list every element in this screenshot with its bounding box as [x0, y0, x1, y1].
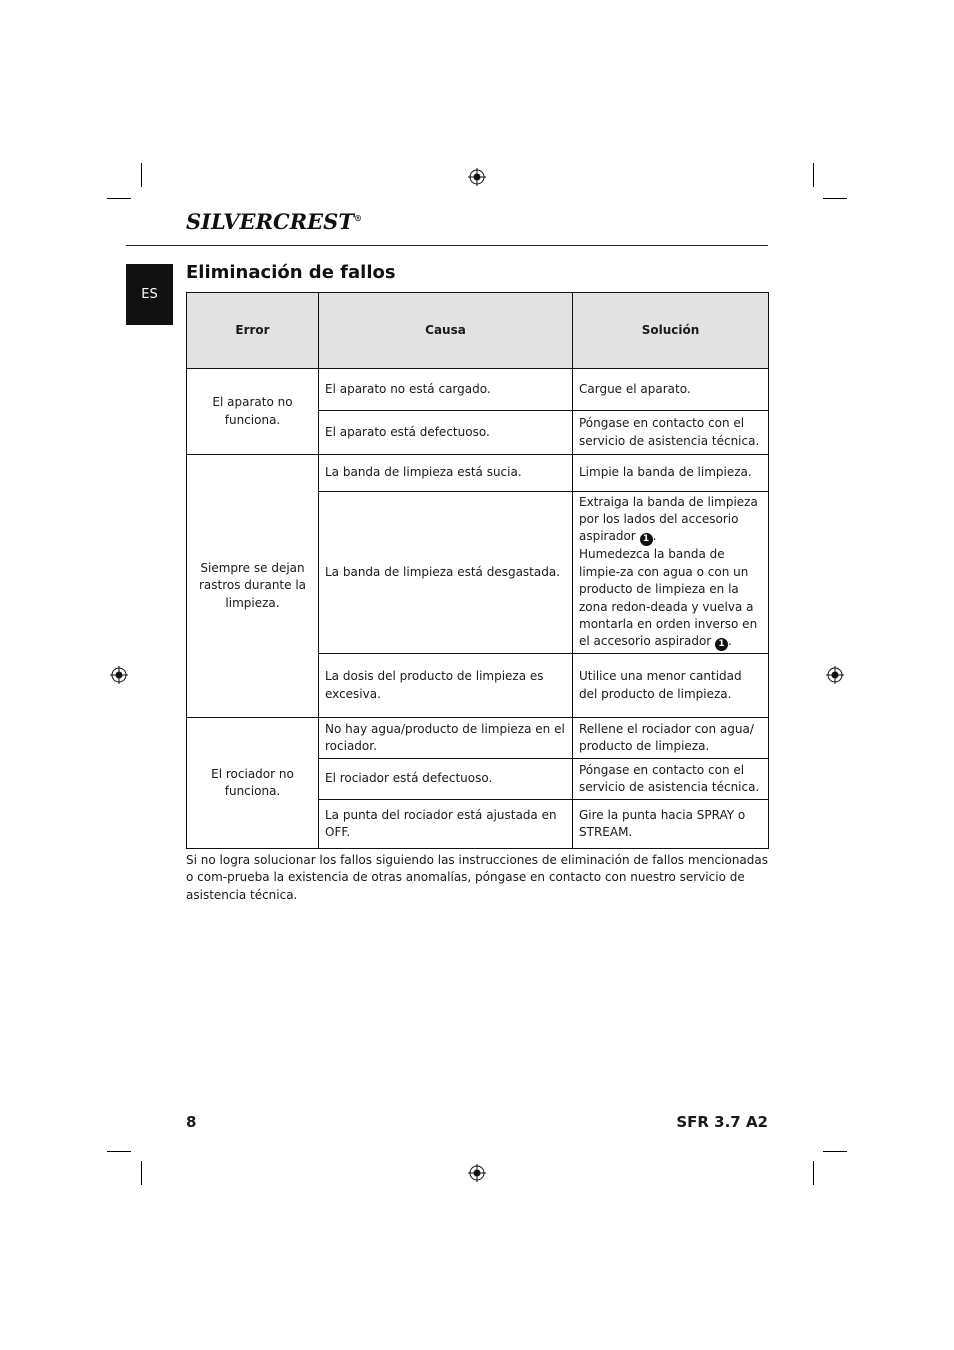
crop-mark — [141, 163, 142, 187]
cause-cell: La punta del rociador está ajustada en OFF. — [319, 800, 573, 849]
section-title: Eliminación de fallos — [186, 262, 396, 283]
column-header-error: Error — [187, 293, 319, 369]
solution-cell: Rellene el rociador con agua/ producto de limpieza. — [573, 718, 769, 759]
troubleshooting-table — [186, 292, 769, 849]
solution-cell: Limpie la banda de limpieza. — [573, 455, 769, 492]
registered-mark: ® — [353, 213, 362, 223]
error-cell: Siempre se dejan rastros durante la limpieza. — [187, 455, 319, 718]
table-row — [187, 718, 769, 759]
crop-mark — [813, 163, 814, 187]
solution-cell: Utilice una menor cantidad del producto de limpieza. — [573, 654, 769, 718]
cause-cell: El aparato está defectuoso. — [319, 411, 573, 455]
crop-mark — [141, 1161, 142, 1185]
cause-cell: La banda de limpieza está sucia. — [319, 455, 573, 492]
error-cell: El aparato no funciona. — [187, 369, 319, 455]
part-number-badge: 1 — [715, 638, 728, 651]
crop-mark — [107, 1151, 131, 1152]
cause-cell: El aparato no está cargado. — [319, 369, 573, 411]
footnote: Si no logra solucionar los fallos siguiendo las instrucciones de eliminación de fallos mencionadas o com-prueba la existencia de otras anomalías, póngase en contacto con nuestro servicio de asistencia técnica. — [186, 853, 768, 902]
model-number: SFR 3.7 A2 — [676, 1113, 768, 1131]
brand-logo — [186, 211, 362, 232]
solution-cell: Extraiga la banda de limpieza por los lados del accesorio aspirador 1 . Humedezca la banda de limpie-za con agua o con un producto de limpieza en la zona redon-deada y vuelva a montarla en orden inverso en el accesorio aspirador 1 . — [573, 492, 769, 654]
registration-mark-icon — [468, 1164, 486, 1182]
registration-mark-icon — [826, 666, 844, 684]
crop-mark — [823, 198, 847, 199]
table-row — [187, 455, 769, 492]
solution-cell: Póngase en contacto con el servicio de asistencia técnica. — [573, 411, 769, 455]
language-tab — [126, 264, 173, 325]
table-row — [187, 369, 769, 411]
column-header-solution: Solución — [573, 293, 769, 369]
registration-mark-icon — [110, 666, 128, 684]
cause-cell: La dosis del producto de limpieza es excesiva. — [319, 654, 573, 718]
brand-logo-text: SILVERCREST — [186, 209, 354, 234]
cause-cell: La banda de limpieza está desgastada. — [319, 492, 573, 654]
crop-mark — [107, 198, 131, 199]
error-cell: El rociador no funciona. — [187, 718, 319, 849]
registration-mark-icon — [468, 168, 486, 186]
part-number-badge: 1 — [640, 533, 653, 546]
table-header-row — [187, 293, 769, 369]
solution-cell: Cargue el aparato. — [573, 369, 769, 411]
cause-cell: El rociador está defectuoso. — [319, 759, 573, 800]
column-header-cause: Causa — [319, 293, 573, 369]
header-rule — [126, 245, 768, 246]
page-number: 8 — [186, 1113, 197, 1131]
language-tab-label: ES — [141, 287, 158, 302]
cause-cell: No hay agua/producto de limpieza en el rociador. — [319, 718, 573, 759]
crop-mark — [823, 1151, 847, 1152]
solution-cell: Póngase en contacto con el servicio de asistencia técnica. — [573, 759, 769, 800]
crop-mark — [813, 1161, 814, 1185]
solution-cell: Gire la punta hacia SPRAY o STREAM. — [573, 800, 769, 849]
